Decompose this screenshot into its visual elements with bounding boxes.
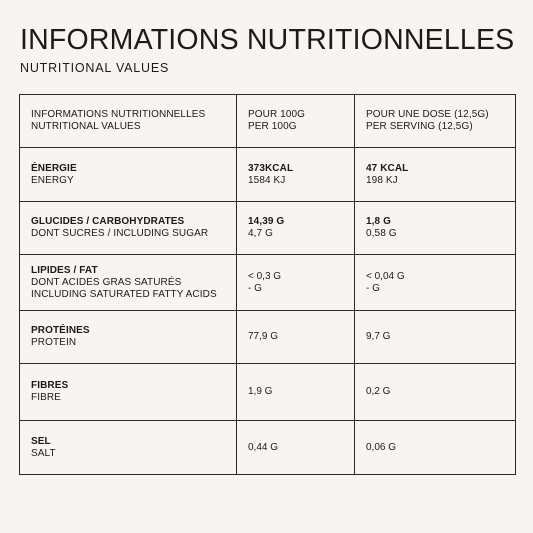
nutrient-sub: INCLUDING SATURATED FATTY ACIDS xyxy=(31,288,217,300)
value-primary: 373KCAL xyxy=(248,162,294,174)
value-primary: 0,2 G xyxy=(366,386,391,397)
value-secondary: - G xyxy=(366,282,380,294)
value-primary: < 0,3 G xyxy=(248,270,282,282)
value-cell-per-100g xyxy=(237,421,355,475)
value-primary: 0,44 G xyxy=(248,441,279,453)
header-label-fr: POUR UNE DOSE (12,5G) xyxy=(366,109,489,120)
nutrient-name: ÉNERGIE xyxy=(31,162,77,174)
value-primary: 1,8 G xyxy=(366,216,391,227)
nutrient-cell xyxy=(20,255,237,311)
header-cell-nutrient xyxy=(20,95,237,148)
value-primary: 1,9 G xyxy=(248,386,273,397)
header-label-fr: POUR 100G xyxy=(248,109,306,120)
nutrient-sub: PROTEIN xyxy=(31,337,77,348)
nutrient-name: GLUCIDES / CARBOHYDRATES xyxy=(31,216,185,227)
value-primary: 9,7 G xyxy=(366,331,391,342)
value-primary: 0,06 G xyxy=(366,441,397,453)
table-row-energy xyxy=(20,148,516,202)
page-subtitle: NUTRITIONAL VALUES xyxy=(20,61,170,75)
nutrient-name: LIPIDES / FAT xyxy=(31,264,98,276)
table-row-protein xyxy=(20,311,516,364)
nutrition-table xyxy=(19,94,516,475)
table-row-fibre xyxy=(20,364,516,421)
nutrient-cell xyxy=(20,421,237,475)
value-cell-per-serving xyxy=(355,421,516,475)
nutrient-cell xyxy=(20,364,237,421)
table-row-salt xyxy=(20,421,516,475)
value-secondary: 0,58 G xyxy=(366,228,397,239)
value-cell-per-serving xyxy=(355,202,516,255)
table-row-fat xyxy=(20,255,516,311)
nutrient-sub: ENERGY xyxy=(31,174,74,186)
value-primary: < 0,04 G xyxy=(366,270,405,282)
value-cell-per-100g xyxy=(237,148,355,202)
table-header-row xyxy=(20,95,516,148)
page-title: INFORMATIONS NUTRITIONNELLES xyxy=(20,24,515,56)
value-cell-per-100g xyxy=(237,364,355,421)
nutrient-sub: SALT xyxy=(31,447,56,459)
value-secondary: - G xyxy=(248,282,262,294)
value-cell-per-serving xyxy=(355,364,516,421)
value-primary: 47 KCAL xyxy=(366,162,409,174)
value-cell-per-100g xyxy=(237,311,355,364)
value-cell-per-serving xyxy=(355,311,516,364)
nutrient-cell xyxy=(20,202,237,255)
value-secondary: 1584 KJ xyxy=(248,174,286,186)
value-cell-per-100g xyxy=(237,255,355,311)
header-label-fr: INFORMATIONS NUTRITIONNELLES xyxy=(31,109,206,120)
nutrient-name: SEL xyxy=(31,435,51,447)
value-primary: 77,9 G xyxy=(248,331,279,342)
value-cell-per-serving xyxy=(355,148,516,202)
nutrient-name: FIBRES xyxy=(31,380,69,391)
nutrient-name: PROTÉINES xyxy=(31,325,90,336)
table-row-carbohydrates xyxy=(20,202,516,255)
header-label-en: NUTRITIONAL VALUES xyxy=(31,121,141,132)
value-cell-per-100g xyxy=(237,202,355,255)
header-cell-per-serving xyxy=(355,95,516,148)
header-label-en: PER 100G xyxy=(248,121,297,132)
nutrient-sub: DONT ACIDES GRAS SATURÉS xyxy=(31,276,182,288)
value-secondary: 198 KJ xyxy=(366,174,398,186)
nutrient-sub: FIBRE xyxy=(31,392,61,403)
nutrient-sub: DONT SUCRES / INCLUDING SUGAR xyxy=(31,228,209,239)
value-cell-per-serving xyxy=(355,255,516,311)
header-cell-per-100g xyxy=(237,95,355,148)
value-secondary: 4,7 G xyxy=(248,228,273,239)
header-label-en: PER SERVING (12,5G) xyxy=(366,121,473,132)
value-primary: 14,39 G xyxy=(248,216,285,227)
nutrient-cell xyxy=(20,148,237,202)
nutrient-cell xyxy=(20,311,237,364)
